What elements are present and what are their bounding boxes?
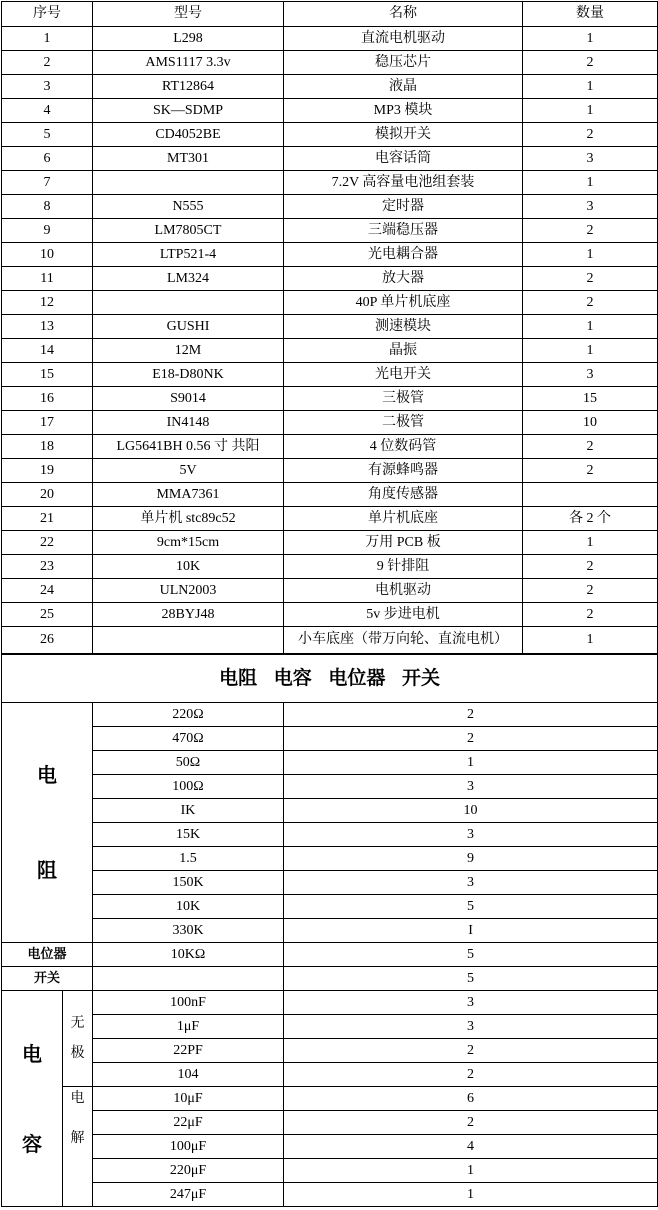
resistor-qty: 2 — [284, 703, 658, 727]
capacitor-qty: 2 — [284, 1039, 658, 1063]
cell-no: 14 — [2, 339, 93, 363]
capacitor-value: 22PF — [93, 1039, 284, 1063]
cell-model: N555 — [93, 195, 284, 219]
cell-qty: 2 — [523, 579, 658, 603]
table-row — [2, 1111, 658, 1135]
cell-name: 模拟开关 — [284, 123, 523, 147]
cell-model: L298 — [93, 27, 284, 51]
table-row — [2, 603, 658, 627]
cell-name: 7.2V 高容量电池组套装 — [284, 171, 523, 195]
potentiometer-value: 10KΩ — [93, 943, 284, 967]
table-row — [2, 823, 658, 847]
cell-model: GUSHI — [93, 315, 284, 339]
cell-model: 单片机 stc89c52 — [93, 507, 284, 531]
cell-no: 1 — [2, 27, 93, 51]
capacitor-value: 104 — [93, 1063, 284, 1087]
cell-no: 11 — [2, 267, 93, 291]
resistor-qty: 10 — [284, 799, 658, 823]
cell-model: 28BYJ48 — [93, 603, 284, 627]
cell-qty — [523, 483, 658, 507]
cell-name: 小车底座（带万向轮、直流电机） — [284, 627, 523, 654]
cell-qty: 2 — [523, 555, 658, 579]
capacitor-qty: 3 — [284, 991, 658, 1015]
capacitor-value: 220μF — [93, 1159, 284, 1183]
table-row — [2, 123, 658, 147]
capacitor-qty: 6 — [284, 1087, 658, 1111]
cell-model — [93, 627, 284, 654]
table-row — [2, 895, 658, 919]
cell-model: IN4148 — [93, 411, 284, 435]
table-row — [2, 1015, 658, 1039]
cell-name: 有源蜂鸣器 — [284, 459, 523, 483]
resistor-value: 220Ω — [93, 703, 284, 727]
cell-name: 晶振 — [284, 339, 523, 363]
cell-model: LM7805CT — [93, 219, 284, 243]
cell-model: RT12864 — [93, 75, 284, 99]
table-row — [2, 1063, 658, 1087]
cell-no: 10 — [2, 243, 93, 267]
capacitor-label — [2, 991, 63, 1207]
table-row — [2, 1087, 658, 1111]
table-row — [2, 727, 658, 751]
cell-name: 三极管 — [284, 387, 523, 411]
table-row — [2, 799, 658, 823]
cell-no: 12 — [2, 291, 93, 315]
cell-qty: 各 2 个 — [523, 507, 658, 531]
cell-no: 18 — [2, 435, 93, 459]
table-row — [2, 339, 658, 363]
resistor-value: 50Ω — [93, 751, 284, 775]
table-row — [2, 627, 658, 654]
cell-model: MT301 — [93, 147, 284, 171]
resistor-qty: I — [284, 919, 658, 943]
capacitor-qty: 2 — [284, 1063, 658, 1087]
cell-name: 4 位数码管 — [284, 435, 523, 459]
capacitor-qty: 2 — [284, 1111, 658, 1135]
capacitor-label-bottom: 容 — [22, 1131, 42, 1156]
capacitor-value: 1μF — [93, 1015, 284, 1039]
table-row — [2, 459, 658, 483]
resistor-value: IK — [93, 799, 284, 823]
cell-model: ULN2003 — [93, 579, 284, 603]
switch-label: 开关 — [2, 967, 93, 991]
table-row — [2, 75, 658, 99]
table-row — [2, 195, 658, 219]
cell-model: S9014 — [93, 387, 284, 411]
table-row — [2, 171, 658, 195]
cell-name: 二极管 — [284, 411, 523, 435]
table-row — [2, 531, 658, 555]
table-row — [2, 775, 658, 799]
cell-model: E18-D80NK — [93, 363, 284, 387]
cell-qty: 1 — [523, 75, 658, 99]
components-table — [1, 654, 658, 1207]
table-row — [2, 1159, 658, 1183]
resistor-label-top: 电 — [37, 763, 57, 787]
table-row — [2, 1039, 658, 1063]
cell-model: CD4052BE — [93, 123, 284, 147]
resistor-qty: 3 — [284, 871, 658, 895]
cell-qty: 2 — [523, 219, 658, 243]
table-row — [2, 243, 658, 267]
capacitor-value: 100nF — [93, 991, 284, 1015]
parts-table — [1, 1, 658, 654]
cell-model: LG5641BH 0.56 寸 共阳 — [93, 435, 284, 459]
header-name: 名称 — [284, 2, 523, 27]
cell-qty: 1 — [523, 27, 658, 51]
cell-name: 液晶 — [284, 75, 523, 99]
header-qty: 数量 — [523, 2, 658, 27]
table-row — [2, 387, 658, 411]
resistor-value: 15K — [93, 823, 284, 847]
switch-qty: 5 — [284, 967, 658, 991]
capacitor-qty: 1 — [284, 1159, 658, 1183]
table-row — [2, 579, 658, 603]
table-row — [2, 555, 658, 579]
cell-name: MP3 模块 — [284, 99, 523, 123]
electrolytic-label — [63, 1087, 93, 1207]
resistor-value: 150K — [93, 871, 284, 895]
cell-no: 9 — [2, 219, 93, 243]
cell-name: 稳压芯片 — [284, 51, 523, 75]
cell-model: AMS1117 3.3v — [93, 51, 284, 75]
table-row — [2, 315, 658, 339]
cell-no: 21 — [2, 507, 93, 531]
capacitor-value: 10μF — [93, 1087, 284, 1111]
capacitor-value: 22μF — [93, 1111, 284, 1135]
table-row — [2, 943, 658, 967]
table-row — [2, 219, 658, 243]
cell-no: 3 — [2, 75, 93, 99]
nonpolar-label-bottom: 极 — [70, 1045, 85, 1061]
cell-name: 光电耦合器 — [284, 243, 523, 267]
cell-name: 单片机底座 — [284, 507, 523, 531]
nonpolar-label-top: 无 — [70, 1015, 85, 1031]
resistor-qty: 9 — [284, 847, 658, 871]
cell-no: 16 — [2, 387, 93, 411]
cell-no: 26 — [2, 627, 93, 654]
table-row — [2, 751, 658, 775]
cell-qty: 3 — [523, 147, 658, 171]
table-row — [2, 507, 658, 531]
resistor-label-bottom: 阻 — [37, 858, 57, 882]
cell-qty: 2 — [523, 291, 658, 315]
cell-no: 22 — [2, 531, 93, 555]
cell-name: 直流电机驱动 — [284, 27, 523, 51]
cell-model: LTP521-4 — [93, 243, 284, 267]
cell-qty: 1 — [523, 315, 658, 339]
cell-qty: 1 — [523, 171, 658, 195]
resistor-label — [2, 703, 93, 943]
table-row — [2, 435, 658, 459]
resistor-qty: 3 — [284, 823, 658, 847]
cell-model: 5V — [93, 459, 284, 483]
cell-name: 5v 步进电机 — [284, 603, 523, 627]
cell-name: 电机驱动 — [284, 579, 523, 603]
cell-qty: 2 — [523, 603, 658, 627]
cell-no: 7 — [2, 171, 93, 195]
cell-name: 光电开关 — [284, 363, 523, 387]
cell-qty: 2 — [523, 51, 658, 75]
cell-qty: 2 — [523, 123, 658, 147]
table-row — [2, 967, 658, 991]
resistor-value: 10K — [93, 895, 284, 919]
resistor-value: 470Ω — [93, 727, 284, 751]
table-row — [2, 291, 658, 315]
cell-no: 13 — [2, 315, 93, 339]
cell-no: 20 — [2, 483, 93, 507]
cell-no: 6 — [2, 147, 93, 171]
header-no: 序号 — [2, 2, 93, 27]
resistor-value: 330K — [93, 919, 284, 943]
cell-no: 17 — [2, 411, 93, 435]
potentiometer-label: 电位器 — [2, 943, 93, 967]
cell-model: LM324 — [93, 267, 284, 291]
table-row — [2, 267, 658, 291]
table-row — [2, 51, 658, 75]
cell-model: SK—SDMP — [93, 99, 284, 123]
table-row — [2, 411, 658, 435]
capacitor-value: 100μF — [93, 1135, 284, 1159]
section-title: 电阻 电容 电位器 开关 — [2, 655, 658, 703]
table-row — [2, 1135, 658, 1159]
cell-model: 12M — [93, 339, 284, 363]
resistor-qty: 3 — [284, 775, 658, 799]
electrolytic-label-top: 电 — [70, 1091, 85, 1106]
cell-no: 8 — [2, 195, 93, 219]
cell-no: 23 — [2, 555, 93, 579]
table-row — [2, 991, 658, 1015]
cell-qty: 15 — [523, 387, 658, 411]
cell-name: 定时器 — [284, 195, 523, 219]
resistor-qty: 1 — [284, 751, 658, 775]
table-row — [2, 703, 658, 727]
potentiometer-qty: 5 — [284, 943, 658, 967]
cell-name: 电容话筒 — [284, 147, 523, 171]
header-model: 型号 — [93, 2, 284, 27]
cell-qty: 3 — [523, 195, 658, 219]
nonpolar-label — [63, 991, 93, 1087]
cell-model: 10K — [93, 555, 284, 579]
cell-name: 放大器 — [284, 267, 523, 291]
resistor-value: 1.5 — [93, 847, 284, 871]
cell-model — [93, 171, 284, 195]
table-header-row — [2, 2, 658, 27]
cell-name: 万用 PCB 板 — [284, 531, 523, 555]
table-row — [2, 27, 658, 51]
cell-no: 25 — [2, 603, 93, 627]
cell-qty: 10 — [523, 411, 658, 435]
cell-qty: 1 — [523, 339, 658, 363]
resistor-qty: 5 — [284, 895, 658, 919]
cell-name: 9 针排阻 — [284, 555, 523, 579]
section-title-row — [2, 655, 658, 703]
cell-name: 测速模块 — [284, 315, 523, 339]
cell-model: MMA7361 — [93, 483, 284, 507]
cell-model — [93, 291, 284, 315]
table-row — [2, 363, 658, 387]
cell-name: 40P 单片机底座 — [284, 291, 523, 315]
table-row — [2, 919, 658, 943]
cell-no: 2 — [2, 51, 93, 75]
table-row — [2, 1183, 658, 1207]
cell-no: 15 — [2, 363, 93, 387]
capacitor-label-top: 电 — [22, 1041, 42, 1066]
cell-no: 5 — [2, 123, 93, 147]
cell-qty: 2 — [523, 435, 658, 459]
cell-qty: 3 — [523, 363, 658, 387]
cell-qty: 2 — [523, 459, 658, 483]
cell-no: 24 — [2, 579, 93, 603]
resistor-qty: 2 — [284, 727, 658, 751]
cell-qty: 1 — [523, 243, 658, 267]
resistor-value: 100Ω — [93, 775, 284, 799]
capacitor-qty: 3 — [284, 1015, 658, 1039]
capacitor-qty: 1 — [284, 1183, 658, 1207]
switch-value — [93, 967, 284, 991]
cell-name: 角度传感器 — [284, 483, 523, 507]
table-row — [2, 147, 658, 171]
table-row — [2, 99, 658, 123]
cell-no: 19 — [2, 459, 93, 483]
cell-model: 9cm*15cm — [93, 531, 284, 555]
capacitor-value: 247μF — [93, 1183, 284, 1207]
cell-qty: 1 — [523, 627, 658, 654]
cell-qty: 1 — [523, 531, 658, 555]
cell-no: 4 — [2, 99, 93, 123]
electrolytic-label-bottom: 解 — [70, 1131, 85, 1146]
cell-name: 三端稳压器 — [284, 219, 523, 243]
capacitor-qty: 4 — [284, 1135, 658, 1159]
table-row — [2, 483, 658, 507]
cell-qty: 2 — [523, 267, 658, 291]
table-row — [2, 847, 658, 871]
table-row — [2, 871, 658, 895]
cell-qty: 1 — [523, 99, 658, 123]
